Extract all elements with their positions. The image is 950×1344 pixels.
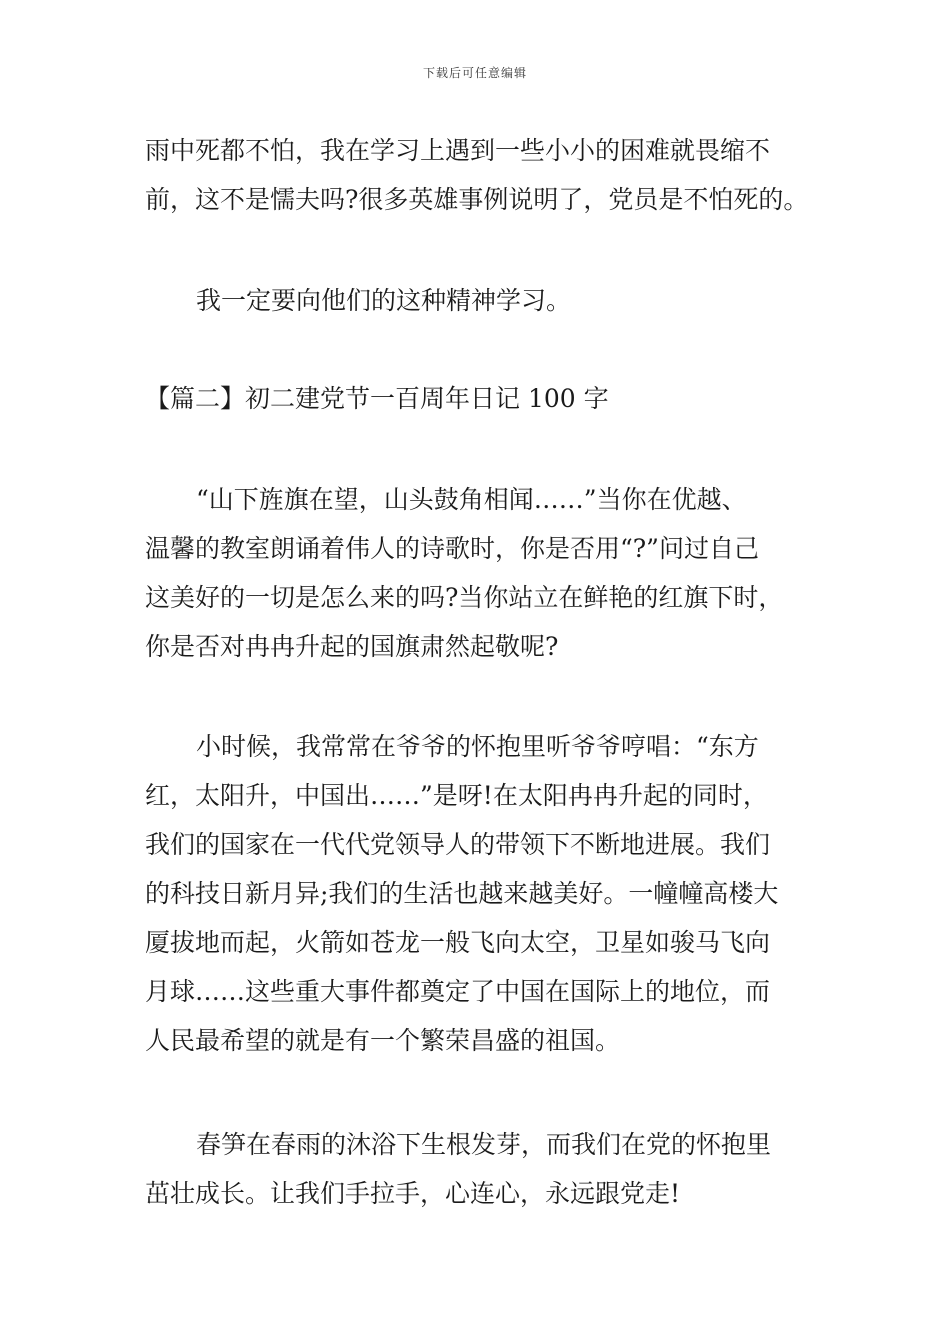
text-line: 我们的国家在一代代党领导人的带领下不断地进展。我们	[145, 830, 771, 859]
text-line: 你是否对冉冉升起的国旗肃然起敬呢?	[145, 632, 559, 661]
paragraph	[145, 276, 810, 325]
text-line: 茁壮成长。让我们手拉手，心连心，永远跟党走!	[145, 1179, 681, 1208]
paragraph	[145, 475, 810, 671]
text-line: 人民最希望的就是有一个繁荣昌盛的祖国。	[145, 1026, 621, 1055]
text-line: 红，太阳升，中国出……”是呀!在太阳冉冉升起的同时，	[145, 781, 768, 810]
text-line: 这美好的一切是怎么来的吗?当你站立在鲜艳的红旗下时，	[145, 583, 784, 612]
paragraph-continuation	[145, 126, 810, 224]
text-line: 我一定要向他们的这种精神学习。	[196, 286, 572, 315]
text-line: 月球……这些重大事件都奠定了中国在国际上的地位，而	[145, 977, 771, 1006]
text-line: 厦拔地而起，火箭如苍龙一般飞向太空，卫星如骏马飞向	[145, 928, 771, 957]
text-line: 雨中死都不怕，我在学习上遇到一些小小的困难就畏缩不	[145, 136, 771, 165]
text-line: 的科技日新月异;我们的生活也越来越美好。一幢幢高楼大	[145, 879, 779, 908]
text-line: 小时候，我常常在爷爷的怀抱里听爷爷哼唱：“东方	[196, 732, 759, 761]
text-line: 春笋在春雨的沐浴下生根发芽，而我们在党的怀抱里	[196, 1130, 772, 1159]
text-line: 前，这不是懦夫吗?很多英雄事例说明了，党员是不怕死的。	[145, 185, 809, 214]
section-heading-text: 【篇二】初二建党节一百周年日记 100 字	[145, 384, 609, 413]
paragraph	[145, 1120, 810, 1218]
page-header: 下载后可任意编辑	[422, 66, 527, 80]
text-line: 温馨的教室朗诵着伟人的诗歌时，你是否用“?”问过自己	[145, 534, 759, 563]
paragraph	[145, 722, 810, 1065]
text-line: “山下旌旗在望，山头鼓角相闻……”当你在优越、	[196, 485, 747, 514]
section-heading	[145, 374, 810, 423]
